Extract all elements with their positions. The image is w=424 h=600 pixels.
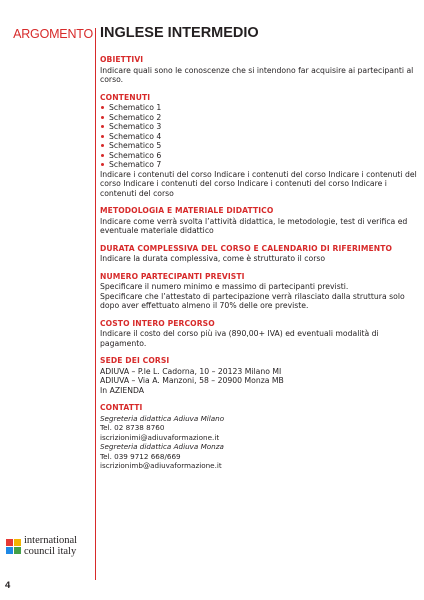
contact-phone: Tel. 039 9712 668/669 <box>100 451 181 461</box>
section-heading: CONTENUTI <box>100 92 151 102</box>
address-line: In AZIENDA <box>100 385 145 395</box>
section-heading: METODOLOGIA E MATERIALE DIDATTICO <box>100 206 274 215</box>
section-heading: SEDE DEI CORSI <box>100 356 170 365</box>
contact-phone: Tel. 02 8738 8760 <box>100 423 165 432</box>
logo-square <box>14 547 21 554</box>
section-durata <box>100 244 418 264</box>
section-heading: COSTO INTERO PERCORSO <box>100 318 215 328</box>
section-contenuti <box>100 93 418 199</box>
section-sede <box>100 356 418 395</box>
vertical-divider <box>95 28 96 580</box>
logo-square <box>6 539 13 546</box>
contenuti-list <box>100 103 418 170</box>
contact-email[interactable]: iscrizionimi@adiuvaformazione.it <box>100 432 220 442</box>
section-text: Indicare come verrà svolta l’attività didattica, le metodologie, test di verifica ed eventuale materiale didattico <box>100 216 408 235</box>
topic-label: ARGOMENTO <box>13 27 93 41</box>
list-item: Schematico 7 <box>100 160 418 170</box>
section-partecipanti <box>100 272 418 311</box>
section-contatti <box>100 403 418 471</box>
list-item: Schematico 2 <box>100 113 418 123</box>
section-heading: OBIETTIVI <box>100 55 144 64</box>
section-metodologia <box>100 206 418 236</box>
section-text: Indicare quali sono le conoscenze che si intendono far acquisire ai partecipanti al corso. <box>100 65 414 84</box>
content-column <box>100 55 418 479</box>
section-heading: CONTATTI <box>100 403 143 412</box>
section-text: Indicare il costo del corso più iva (890,00+ IVA) ed eventuali modalità di pagamento. <box>100 329 379 348</box>
section-heading: NUMERO PARTECIPANTI PREVISTI <box>100 271 245 281</box>
logo-line: council italy <box>24 545 77 557</box>
section-heading: DURATA COMPLESSIVA DEL CORSO E CALENDARIO DI RIFERIMENTO <box>100 243 393 253</box>
logo-text <box>24 536 77 557</box>
page-title: INGLESE INTERMEDIO <box>100 25 259 41</box>
logo-squares-icon <box>6 539 21 554</box>
contact-label: Segreteria didattica Adiuva Monza <box>100 442 224 451</box>
address-line: ADIUVA – Via A. Manzoni, 58 – 20900 Monza MB <box>100 376 284 385</box>
logo-line: international <box>24 535 78 546</box>
international-council-logo <box>6 536 77 557</box>
list-item: Schematico 1 <box>100 103 418 113</box>
contact-email[interactable]: iscrizionimb@adiuvaformazione.it <box>100 461 222 470</box>
section-text: Indicare i contenuti del corso Indicare i contenuti del corso Indicare i contenuti del corso Indicare i contenuti del corso Indicare i contenuti del corso Indicare i contenuti del corso <box>100 169 417 198</box>
section-text: Specificare il numero minimo e massimo di partecipanti previsti. <box>100 282 349 291</box>
page-number: 4 <box>5 580 11 591</box>
section-text: Specificare che l’attestato di partecipazione verrà rilasciato dalla struttura solo dopo aver effettuato almeno il 70% delle ore previste. <box>100 291 405 310</box>
section-obiettivi <box>100 55 418 85</box>
logo-square <box>6 547 13 554</box>
address-line: ADIUVA – P.le L. Cadorna, 10 – 20123 Milano MI <box>100 366 282 376</box>
logo-square <box>14 539 21 546</box>
list-item: Schematico 6 <box>100 151 418 161</box>
list-item: Schematico 4 <box>100 132 418 142</box>
list-item: Schematico 3 <box>100 122 418 132</box>
list-item: Schematico 5 <box>100 141 418 151</box>
section-text: Indicare la durata complessiva, come è strutturato il corso <box>100 254 326 263</box>
section-costo <box>100 319 418 349</box>
contact-label: Segreteria didattica Adiuva Milano <box>100 413 225 423</box>
